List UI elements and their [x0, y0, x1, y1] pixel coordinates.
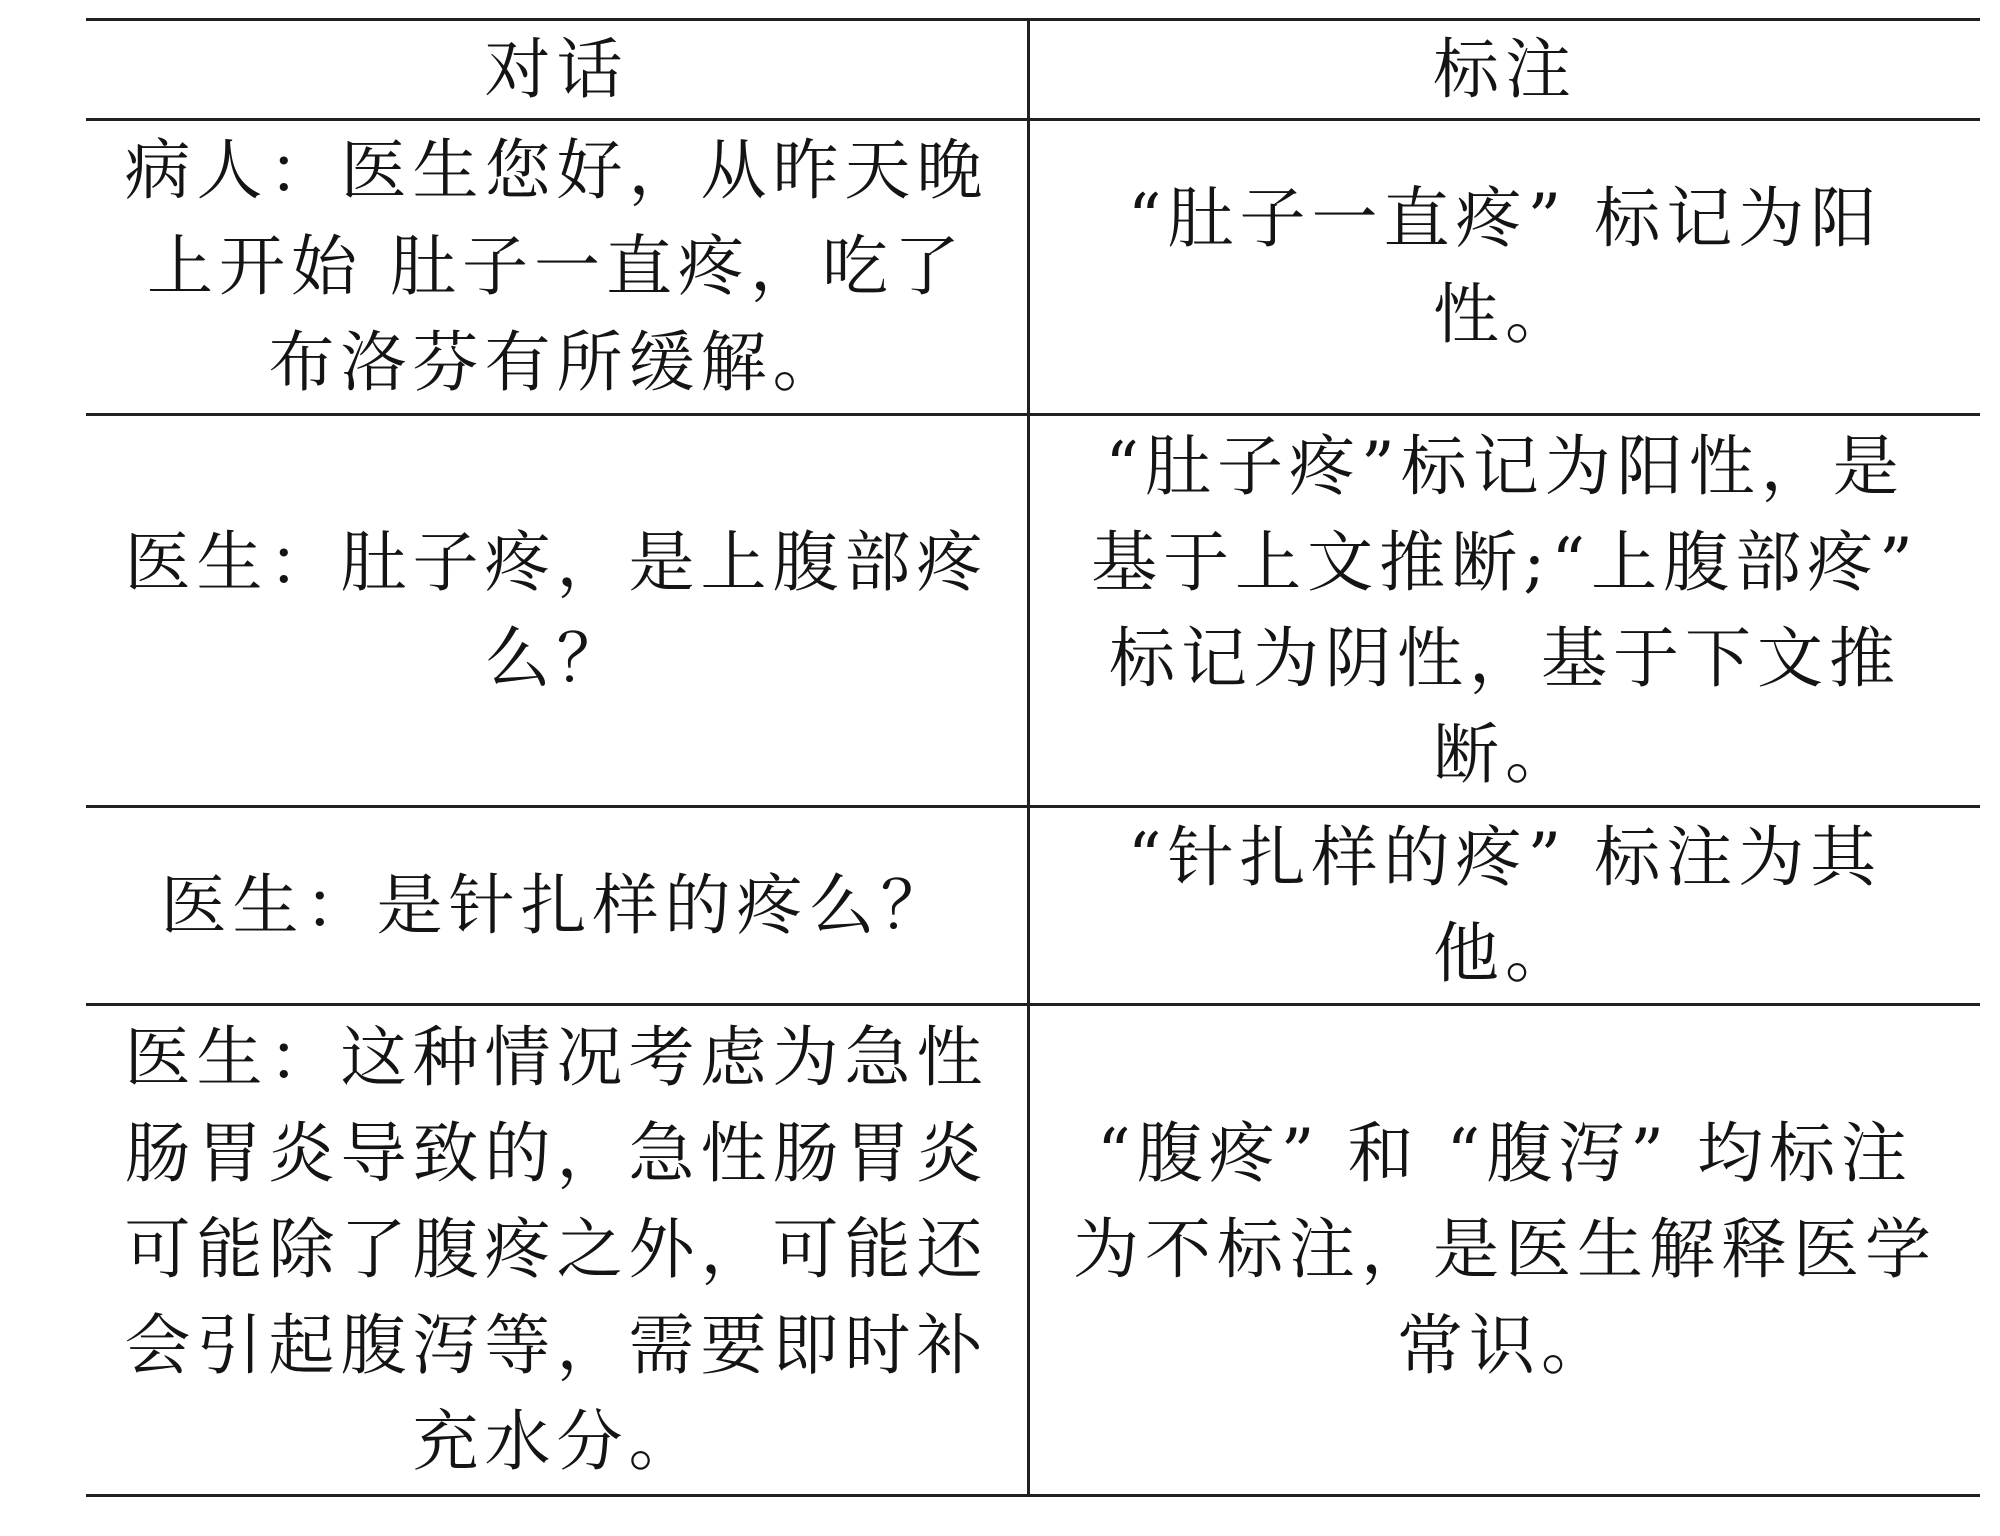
table-row	[86, 416, 1980, 808]
annotation-text: “肚子一直疼” 标记为阳 性。	[1127, 180, 1883, 353]
annotation-cell	[1030, 416, 1980, 805]
table-row	[86, 808, 1980, 1006]
annotation-text: “针扎样的疼” 标注为其 他。	[1127, 818, 1883, 992]
annotation-cell	[1030, 121, 1980, 413]
header-annotation	[1030, 21, 1980, 118]
dialogue-text: 医生：肚子疼，是上腹部疼 么？	[124, 523, 989, 697]
annotation-text: “腹疼” 和 “腹泻” 均标注 为不标注，是医生解释医学 常识。	[1073, 1115, 1937, 1384]
table-header-row	[86, 21, 1980, 121]
dialogue-cell	[86, 121, 1030, 413]
dialogue-text: 医生：这种情况考虑为急性 肠胃炎导致的，急性肠胃炎 可能除了腹疼之外，可能还 会引起腹泻等，需要即时补 充水分。	[124, 1019, 989, 1480]
dialogue-cell	[86, 416, 1030, 805]
table-row	[86, 1006, 1980, 1494]
annotation-table	[86, 18, 1980, 1497]
annotation-text: “肚子疼”标记为阳性，是 基于上文推断;“上腹部疼” 标记为阴性，基于下文推 断。	[1091, 427, 1919, 793]
header-annotation-label: 标注	[1433, 30, 1577, 108]
annotation-cell	[1030, 808, 1980, 1003]
dialogue-text: 病人：医生您好，从昨天晚 上开始 肚子一直疼，吃了 布洛芬有所缓解。	[124, 132, 989, 401]
dialogue-text: 医生：是针扎样的疼么？	[160, 866, 953, 944]
header-dialogue-label: 对话	[484, 30, 629, 108]
dialogue-cell	[86, 1006, 1030, 1494]
table-row	[86, 121, 1980, 416]
dialogue-cell	[86, 808, 1030, 1003]
header-dialogue	[86, 21, 1030, 118]
annotation-cell	[1030, 1006, 1980, 1494]
